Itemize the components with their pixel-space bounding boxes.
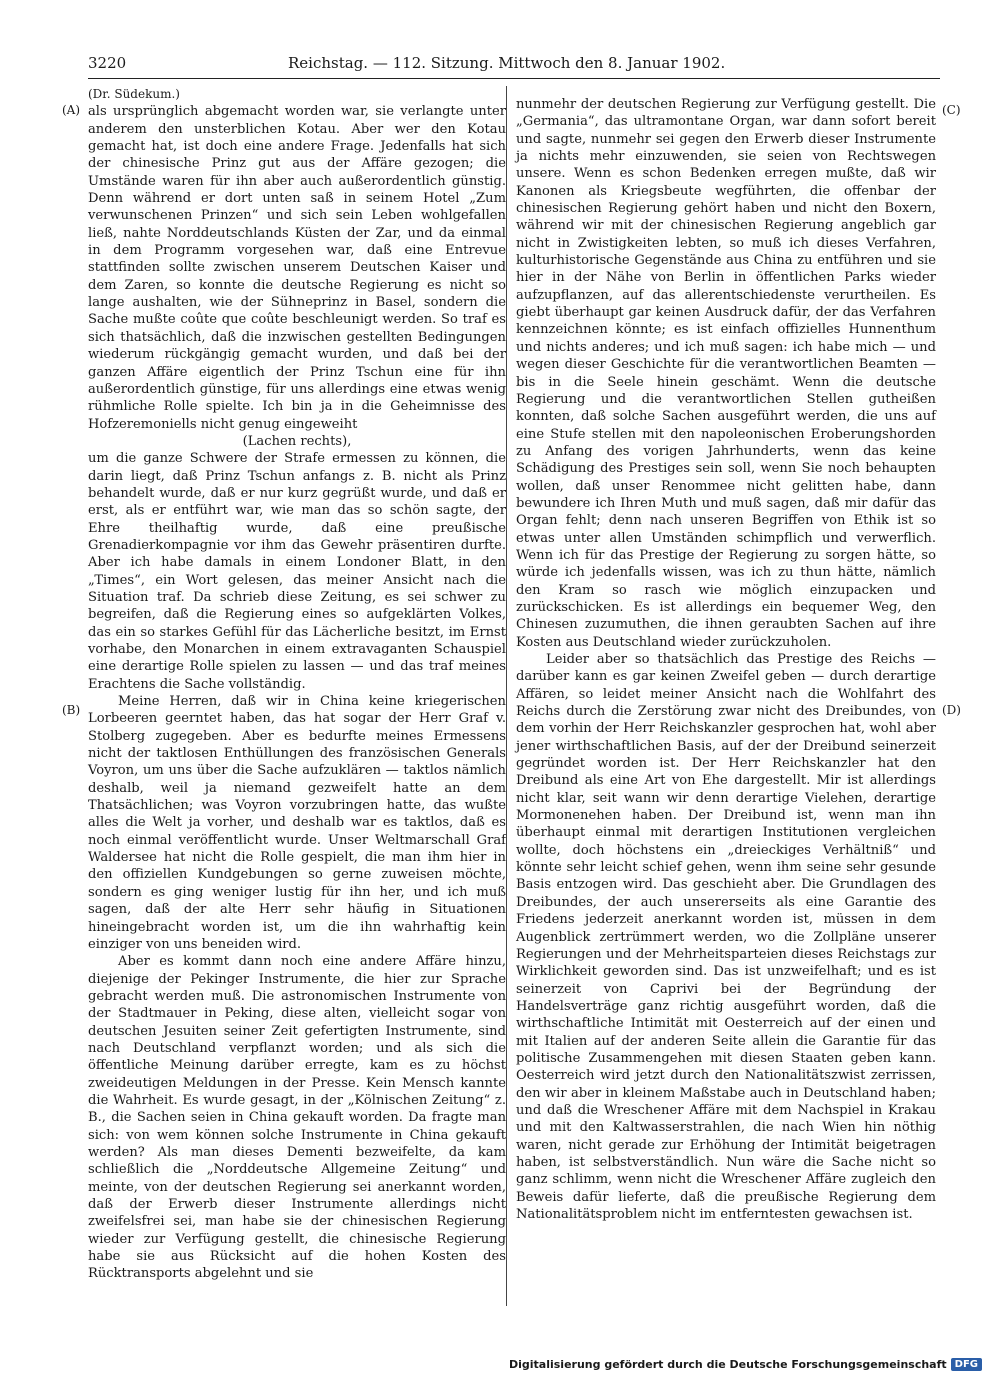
footer-text: Digitalisierung gefördert durch die Deutsche Forschungsgemeinschaft <box>508 1358 947 1371</box>
interjection: (Lachen rechts), <box>242 433 352 449</box>
margin-mark-c: (C) <box>942 103 961 117</box>
header-rule <box>88 78 940 79</box>
paragraph: um die ganze Schwere der Strafe ermessen zu können, die darin liegt, daß Prinz Tschun anfangs z. B. nicht als Prinz behandelt wurde, daß er nur kurz gegrüßt wurde, und daß er erst, als er entführt war, wie man das so schön sagte, der Ehre theilhaftig wurde, daß eine preußische Grenadierkompagnie vor ihm das Gewehr präsentiren durfte. Aber ich habe damals in einem Londoner Blatt, in den „Times“, ein Wort gelesen, das meiner Ansicht nach die Situation traf. Da schrieb diese Zeitung, es sei schwer zu begreifen, daß die Regierung eines so aufgeklärten Volkes, das ein so starkes Gefühl für das Lächerliche besitzt, im Ernst vorhabe, den Monarchen in einem extravaganten Schauspiel eine derartige Rolle spielen zu lassen — und das traf meines Erachtens die Sache vollständig. <box>88 451 506 692</box>
right-column <box>516 96 936 1223</box>
dfg-logo: DFG <box>951 1358 982 1371</box>
margin-mark-a: (A) <box>62 103 81 117</box>
running-title: Reichstag. — 112. Sitzung. Mittwoch den 8. Januar 1902. <box>288 54 726 72</box>
paragraph: Meine Herren, daß wir in China keine kriegerischen Lorbeeren geerntet haben, das hat sogar der Herr Graf v. Stolberg zugegeben. Aber es bedurfte meines Ermessens nicht der taktlosen Enthüllungen des französischen Generals Voyron, um uns über die Sache aufzuklären — taktlos nämlich deshalb, weil ja niemand gezweifelt hatte an dem Thatsächlichen; was Voyron vorzubringen hatte, das wußte alles die Welt ja vorher, und deshalb war es taktlos, daß es noch einmal veröffentlicht wurde. Unser Weltmarschall Graf Waldersee hat nicht die Rolle gespielt, die man ihm hier in den offiziellen Kundgebungen so gerne zuweisen möchte, sondern es ging weniger lustig für ihn her, und ich muß sagen, daß der alte Herr sehr häufig in Situationen hineingebracht worden ist, um die ihn wahrhaftig kein einziger von uns beneiden wird. <box>88 694 506 952</box>
paragraph: nunmehr der deutschen Regierung zur Verfügung gestellt. Die „Germania“, das ultramontane Organ, war dann sofort bereit und sagte, nunmehr sei gegen den Erwerb dieser Instrumente ja nichts mehr einzuwenden, sie seien von Rechtswegen unsere. Wenn es schon Bedenken erregen mußte, daß wir Kanonen als Kriegsbeute wegführten, die offenbar der chinesischen Regierung gehört haben und nicht den Boxern, während wir mit der chinesischen Regierung angeblich gar nicht in Zwistigkeiten lebten, so muß ich dieses Verfahren, kulturhistorische Gegenstände aus China zu entführen und sie hier in der Nähe von Berlin in öffentlichen Parks wieder aufzupflanzen, auf das allerentschiedenste verurtheilen. Es giebt überhaupt gar keinen Ausdruck dafür, der das Verfahren kennzeichnen könnte; es ist einfach offizielles Hunnenthum und nichts anderes; und ich muß sagen: ich habe mich — und wegen dieser Geschichte für die verantwortlichen Beamten — bis in die Seele hinein geschämt. Wenn die deutsche Regierung und die verantwortlichen Stellen gutheißen konnten, daß solche Sachen ausgeführt werden, die uns auf eine Stufe stellen mit den napoleonischen Eroberungshorden zu Anfang des vorigen Jahrhunderts, wenn das keine Schädigung des Prestiges sein soll, wenn Sie noch behaupten wollen, daß unser Renommee nicht gelitten habe, dann bewundere ich Ihren Muth und muß sagen, daß mir dafür das Organ fehlt; denn nach unseren Begriffen von Ethik ist so etwas unter allen Umständen schimpflich und verwerflich. Wenn ich für das Prestige der Regierung zu sorgen hätte, so würde ich jedenfalls wissen, was ich zu thun hätte, nämlich den Kram so rasch wie möglich einzupacken und zurückschicken. Es ist allerdings ein bequemer Weg, den Chinesen zuzumuthen, die ihnen geraubten Sachen auf ihre Kosten aus Deutschland wieder zurückzuholen. <box>516 97 936 650</box>
page-header <box>88 54 940 78</box>
paragraph: Aber es kommt dann noch eine andere Affäre hinzu, diejenige der Pekinger Instrumente, die hier zur Sprache gebracht werden muß. Die astronomischen Instrumente von der Stadtmauer in Peking, diese alten, vielleicht sogar von deutschen Jesuiten seiner Zeit gefertigten Instrumente, sind nach Deutschland verpflanzt worden; und als sich die öffentliche Meinung darüber erregte, kam es zu höchst zweideutigen Meldungen in der Presse. Kein Mensch kannte die Wahrheit. Es wurde gesagt, in der „Kölnischen Zeitung“ z. B., die Sachen seien in China gekauft worden. Da fragte man sich: von wem können solche Instrumente in China gekauft werden? Als man dieses Dementi bezweifelte, da kam schließlich die „Norddeutsche Allgemeine Zeitung“ und meinte, von der deutschen Regierung sei anerkannt worden, daß der Erwerb dieser Instrumente allerdings nicht zweifelsfrei sei, man habe sie der chinesischen Regierung wieder zur Verfügung gestellt, die chinesische Regierung habe sie aus Rücksicht auf die hohen Kosten des Rücktransports abgelehnt und sie <box>88 954 506 1282</box>
digitization-footer <box>509 1358 982 1371</box>
margin-mark-d: (D) <box>942 703 961 717</box>
page-number: 3220 <box>88 54 127 72</box>
paragraph: als ursprünglich abgemacht worden war, sie verlangte unter anderem den unsterblichen Kotau. Aber wer den Kotau gemacht hat, ist doch eine andere Frage. Jedenfalls hat sich der chinesische Prinz gut aus der Affäre gezogen; die Umstände waren für ihn aber auch außerordentlich günstig. Denn während er dort unten saß in seinem Hotel „Zum verwunschenen Prinzen“ und sich sein Leben wohlgefallen ließ, nahte Norddeutschlands Küsten der Zar, und da einmal in dem Programm vorgesehen war, daß eine Entrevue stattfinden sollte zwischen unserem Deutschen Kaiser und dem Zaren, so konnte die deutsche Regierung es nicht so lange aushalten, wie der Sühneprinz in Basel, sondern die Sache mußte coûte que coûte beschleunigt werden. So traf es sich thatsächlich, daß die inzwischen gestellten Bedingungen wiederum rückgängig gemacht wurden, und daß bei der ganzen Affäre eigentlich der Prinz Tschun eine für ihn außerordentlich günstige, für uns allerdings eine etwas wenig rühmliche Rolle spielte. Ich bin ja in die Geheimnisse des Hofzeremoniells nicht genug eingeweiht <box>88 104 506 432</box>
left-column <box>88 86 506 1283</box>
column-divider <box>506 86 507 1306</box>
margin-mark-b: (B) <box>62 703 81 717</box>
paragraph: Leider aber so thatsächlich das Prestige des Reichs — darüber kann es gar keinen Zweifel geben — durch derartige Affären, so leidet meiner Ansicht nach die Wohlfahrt des Reichs durch die Zerstörung zwar nicht des Dreibundes, von dem vorhin der Herr Reichskanzler gesprochen hat, wohl aber jener wirthschaftlichen Basis, auf der der Dreibund seinerzeit gegründet worden ist. Der Herr Reichskanzler hat den Dreibund als eine Art von Ehe dargestellt. Mir ist allerdings nicht klar, seit wann wir denn derartige Vielehen, derartige Mormonenehen haben. Der Dreibund ist, wenn man ihn überhaupt einmal mit derartigen Institutionen vergleichen wollte, doch höchstens ein „dreieckiges Verhältniß“ und könnte sehr leicht schief gehen, wenn ihm seine sehr gesunde Basis entzogen wird. Das geschieht aber. Die Grundlagen des Dreibundes, der auch unsererseits als eine Garantie des Friedens jederzeit anerkannt worden ist, müssen in dem Augenblick zertrümmert werden, wo die Zollpläne unserer Regierungen und der Mehrheitsparteien dieses Reichstags zur Wirklichkeit geworden sind. Das ist unzweifelhaft; und es ist seinerzeit von Caprivi bei der Begründung der Handelsverträge ganz richtig ausgeführt worden, daß die wirthschaftliche Intimität mit Oesterreich auf der einen und mit Italien auf der anderen Seite allein die Garantie für das politische Zusammengehen mit diesen Staaten geben kann. Oesterreich wird jetzt durch den Nationalitätszwist zerrissen, den wir aber in kleinem Maßstabe auch in Deutschland haben; und daß die Wreschener Affäre mit dem Nachspiel in Krakau und mit den Kaltwasserstrahlen, die nach Wien hin nöthig waren, nicht gerade zur Erhöhung der Intimität beigetragen haben, ist selbstverständlich. Nun wäre die Sache nicht so ganz schlimm, wenn nicht die Wreschener Affäre zugleich den Beweis dafür lieferte, daß die preußische Regierung dem Nationalitätsproblem nicht im entferntesten gewachsen ist. <box>516 652 936 1222</box>
speaker-name: (Dr. Südekum.) <box>88 87 180 101</box>
